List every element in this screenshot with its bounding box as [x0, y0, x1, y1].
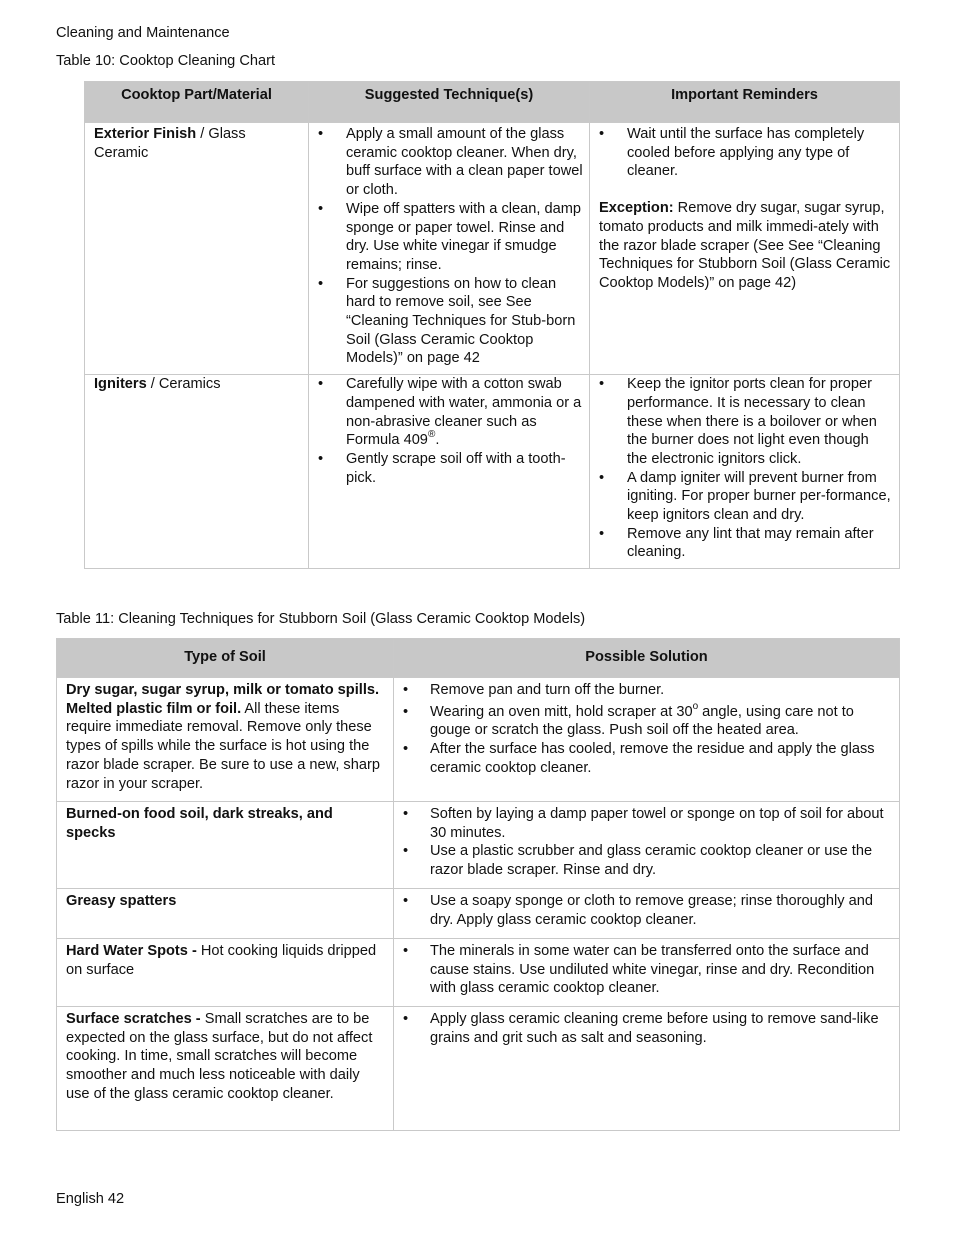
list-item: • Apply glass ceramic cleaning creme before using to remove sand-like grains and grit such as salt and seasoning. — [403, 1010, 891, 1047]
list-item — [403, 700, 891, 740]
stubborn-soil-table — [56, 638, 900, 1131]
exception-text: Remove dry sugar, sugar syrup, tomato products and milk immedi-ately with the razor blade scraper (See See “Cleaning Techniques for Stubborn Soil (Glass Ceramic Cooktop Models)” on page 42) — [599, 200, 891, 291]
cooktop-cleaning-chart-table — [84, 81, 900, 569]
soil-description: All these items require immediate removal. Remove only these types of spills while the surface is hot using the razor blade scraper. Be sure to use a new, sharp razor in your scraper. — [66, 700, 380, 792]
table-row — [57, 802, 900, 889]
column-header-reminders: Important Reminders — [590, 82, 900, 123]
table-header-row — [57, 639, 900, 678]
exception-label: Exception: — [599, 200, 674, 217]
soil-type: Dry sugar, sugar syrup, milk or tomato spills. Melted plastic film or foil. — [66, 682, 380, 717]
table-row — [57, 889, 900, 939]
list-item-text: Carefully wipe with a cotton swab dampened with water, ammonia or a non-abrasive cleaner such as Formula 409 — [346, 376, 582, 449]
list-item-text: angle, using care not to gouge or scratch the glass. Push soil off the heated area. — [430, 703, 854, 739]
list-item: • Remove any lint that may remain after cleaning. — [599, 525, 893, 562]
part-name: Exterior Finish — [94, 126, 197, 142]
list-item: • Keep the ignitor ports clean for proper performance. It is necessary to clean these when there is a boilover or when the burner does not light even though the electronic ignitors click. — [599, 375, 893, 469]
solution-cell — [394, 1007, 900, 1131]
soil-type: Hard Water Spots - — [66, 943, 197, 959]
part-material: / Glass Ceramic — [94, 126, 246, 161]
column-header-solution: Possible Solution — [394, 639, 900, 678]
list-item: • Apply a small amount of the glass ceramic cooktop cleaner. When dry, buff surface with a clean paper towel or cloth. — [318, 125, 583, 200]
solution-cell — [394, 678, 900, 802]
table-row — [85, 123, 900, 375]
degree-mark: o — [692, 700, 699, 712]
soil-type: Burned-on food soil, dark streaks, and specks — [66, 806, 333, 841]
solution-cell — [394, 889, 900, 939]
list-item: • Use a plastic scrubber and glass ceramic cooktop cleaner or use the razor blade scraper. Rinse and dry. — [403, 842, 891, 879]
table-row — [85, 375, 900, 569]
list-item: • Wipe off spatters with a clean, damp sponge or paper towel. Rinse and dry. Use white vinegar if smudge remains; rinse. — [318, 200, 583, 275]
part-material: / Ceramics — [146, 376, 221, 393]
section-title: Cleaning and Maintenance — [56, 25, 230, 41]
part-cell — [85, 123, 309, 375]
list-item: • A damp igniter will prevent burner from igniting. For proper burner per-formance, keep ignitors clean and dry. — [599, 469, 893, 525]
table-10-caption: Table 10: Cooktop Cleaning Chart — [56, 53, 276, 69]
soil-type: Surface scratches - — [66, 1011, 201, 1027]
registered-mark: ® — [427, 429, 436, 441]
soil-cell — [57, 939, 394, 1007]
exception-note — [599, 199, 893, 293]
solution-cell — [394, 802, 900, 889]
list-item: • Soften by laying a damp paper towel or sponge on top of soil for about 30 minutes. — [403, 805, 891, 842]
list-item-end: . — [435, 432, 440, 449]
list-item-text: Wearing an oven mitt, hold scraper at 30 — [430, 703, 693, 720]
list-item: • Gently scrape soil off with a tooth-pick. — [318, 450, 583, 487]
table-11-caption: Table 11: Cleaning Techniques for Stubborn Soil (Glass Ceramic Cooktop Models) — [56, 611, 586, 627]
soil-cell — [57, 678, 394, 802]
soil-description: Hot cooking liquids dripped on surface — [66, 943, 377, 978]
solution-cell — [394, 939, 900, 1007]
soil-type: Greasy spatters — [66, 893, 177, 909]
table-row — [57, 678, 900, 802]
list-item: • After the surface has cooled, remove the residue and apply the glass ceramic cooktop cleaner. — [403, 740, 891, 777]
page-footer: English 42 — [56, 1191, 125, 1207]
list-item: • Remove pan and turn off the burner. — [403, 681, 891, 700]
table-row — [57, 1007, 900, 1131]
part-name: Igniters — [94, 376, 147, 393]
part-cell — [85, 375, 309, 569]
technique-cell — [309, 375, 590, 569]
list-item: • The minerals in some water can be transferred onto the surface and cause stains. Use undiluted white vinegar, rinse and dry. Recondition with glass ceramic cooktop cleaner. — [403, 942, 891, 998]
column-header-part: Cooktop Part/Material — [85, 82, 309, 123]
soil-cell — [57, 1007, 394, 1131]
reminders-cell — [590, 123, 900, 375]
soil-cell — [57, 802, 394, 889]
reminders-cell — [590, 375, 900, 569]
column-header-technique: Suggested Technique(s) — [309, 82, 590, 123]
table-row — [57, 939, 900, 1007]
soil-description: Small scratches are to be expected on the glass surface, but do not affect cooking. In time, small scratches will become smoother and much less noticeable with daily use of the glass ceramic cooktop cleaner. — [66, 1011, 373, 1102]
table-header-row — [85, 82, 900, 123]
list-item: • Use a soapy sponge or cloth to remove grease; rinse thoroughly and dry. Apply glass ceramic cooktop cleaner. — [403, 892, 891, 929]
list-item: • For suggestions on how to clean hard to remove soil, see See “Cleaning Techniques for Stub-born Soil (Glass Ceramic Cooktop Models)” on page 42 — [318, 275, 583, 369]
list-item — [318, 375, 583, 450]
column-header-soil: Type of Soil — [57, 639, 394, 678]
soil-cell — [57, 889, 394, 939]
list-item: • Wait until the surface has completely cooled before applying any type of cleaner. — [599, 125, 893, 181]
technique-cell — [309, 123, 590, 375]
